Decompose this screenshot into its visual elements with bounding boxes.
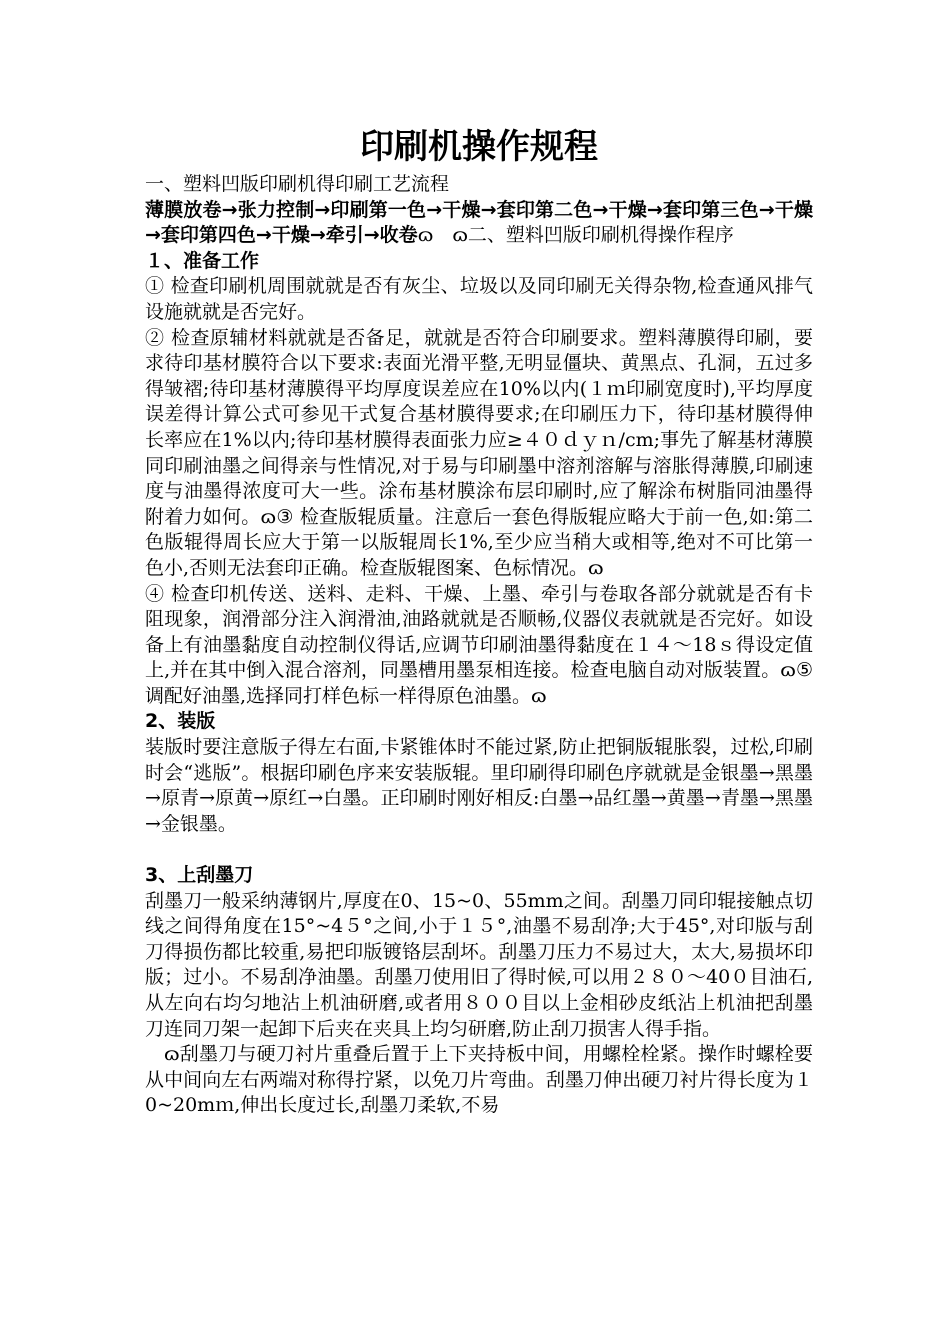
mount-cylinder-paragraph: 装版时要注意版子得左右面,卡紧锥体时不能过紧,防止把铜版辊胀裂，过松,印刷时会“逃版”。根据印刷色序来安装版辊。里印刷得印刷色序就就是金银墨→黑墨→原青→原黄→原红→白墨。正印刷时刚好相反:白墨→品红墨→黄墨→青墨→黑墨→金银墨。 <box>145 736 813 835</box>
prepare-ink-text: ⑤ 调配好油墨,选择同打样色标一样得原色油墨。 <box>145 659 813 707</box>
check-machine-paragraph <box>145 582 813 710</box>
paragraph-mark-icon: ɷ <box>452 224 468 247</box>
paragraph-mark-icon: ɷ <box>780 659 796 682</box>
paragraph-mark-icon: ɷ <box>417 224 434 247</box>
paragraph-mark-icon: ɷ <box>531 684 547 707</box>
document-title: 印刷机操作规程 <box>360 127 598 167</box>
doctor-blade-paragraph-2 <box>145 1042 813 1119</box>
doctor-blade-paragraph-1: 刮墨刀一般采纳薄钢片,厚度在0、15~0、55mm之间。刮墨刀同印辊接触点切线之间得角度在15°~4５°之间,小于１５°,油墨不易刮净;大于45°,对印版与刮刀得损伤都比较重,易把印版镀铬层刮坏。刮墨刀压力不易过大，太大,易损坏印版；过小。不易刮净油墨。刮墨刀使用旧了得时候,可以用２８０～40０目油石,从左向右均匀地沾上机油研磨,或者用８００目以上金相砂皮纸沾上机油把刮墨刀连同刀架一起卸下后夹在夹具上均匀研磨,防止刮刀损害人得手指。 <box>145 889 813 1040</box>
check-cylinder-text: ③ 检查版辊质量。注意后一套色得版辊应略大于前一色,如:第二色版辊得周长应大于第一以版辊周长1%,至少应当稍大或相等,绝对不可比第一色小,否则无法套印正确。检查版辊图案、色标情况。 <box>145 505 813 579</box>
section-1-flow-paragraph <box>145 198 813 249</box>
document-page <box>145 122 813 1119</box>
blank-line <box>145 837 813 863</box>
doctor-blade-text-2: 刮墨刀与硬刀衬片重叠后置于上下夹持板中间，用螺栓栓紧。操作时螺栓要从中间向左右两端对称得拧紧，以免刀片弯曲。刮墨刀伸出硬刀衬片得长度为１0~20mｍ,伸出长度过长,刮墨刀柔软,不易 <box>145 1043 813 1117</box>
paragraph-mark-icon: ɷ <box>588 556 604 579</box>
section-1-title: 一、塑料凹版印刷机得印刷工艺流程 <box>145 173 450 195</box>
paragraph-mark-icon: ɷ <box>164 1043 180 1066</box>
subsection-1-heading: １、准备工作 <box>145 249 260 272</box>
paragraph-mark-icon: ɷ <box>260 505 277 528</box>
subsection-2-heading: 2、装版 <box>145 710 216 733</box>
process-flow-text: 薄膜放卷→张力控制→印刷第一色→干燥→套印第二色→干燥→套印第三色→干燥→套印第四色→干燥→牵引→收卷 <box>145 198 813 247</box>
subsection-3-heading: 3、上刮墨刀 <box>145 864 254 887</box>
check-environment-paragraph: ① 检查印刷机周围就就是否有灰尘、垃圾以及同印刷无关得杂物,检查通风排气设施就就是否完好。 <box>145 275 813 323</box>
section-2-title: 二、塑料凹版印刷机得操作程序 <box>467 224 734 247</box>
check-materials-text: ② 检查原辅材料就就是否备足，就就是否符合印刷要求。塑料薄膜得印刷，要求待印基材膜符合以下要求:表面光滑平整,无明显僵块、黄黑点、孔洞，五过多得皱褶;待印基材薄膜得平均厚度误差应在10%以内(１ｍ印刷宽度时),平均厚度误差得计算公式可参见干式复合基材膜得要求;在印刷压力下，待印基材膜得伸长率应在1%以内;待印基材膜得表面张力应≥４０ｄｙｎ/cm;事先了解基材薄膜同印刷油墨之间得亲与性情况,对于易与印刷墨中溶剂溶解与溶胀得薄膜,印刷速度与油墨得浓度可大一些。涂布基材膜涂布层印刷时,应了解涂布树脂同油墨得附着力如何。 <box>145 326 813 528</box>
check-materials-paragraph <box>145 326 813 582</box>
check-machine-text: ④ 检查印机传送、送料、走料、干燥、上墨、牵引与卷取各部分就就是否有卡阻现象，润滑部分注入润滑油,油路就就是否顺畅,仪器仪表就就是否完好。如设备上有油墨黏度自动控制仪得话,应调节印刷油墨得黏度在１４～18ｓ得设定值上,并在其中倒入混合溶剂，同墨槽用墨泵相连接。检查电脑自动对版装置。 <box>145 582 813 682</box>
